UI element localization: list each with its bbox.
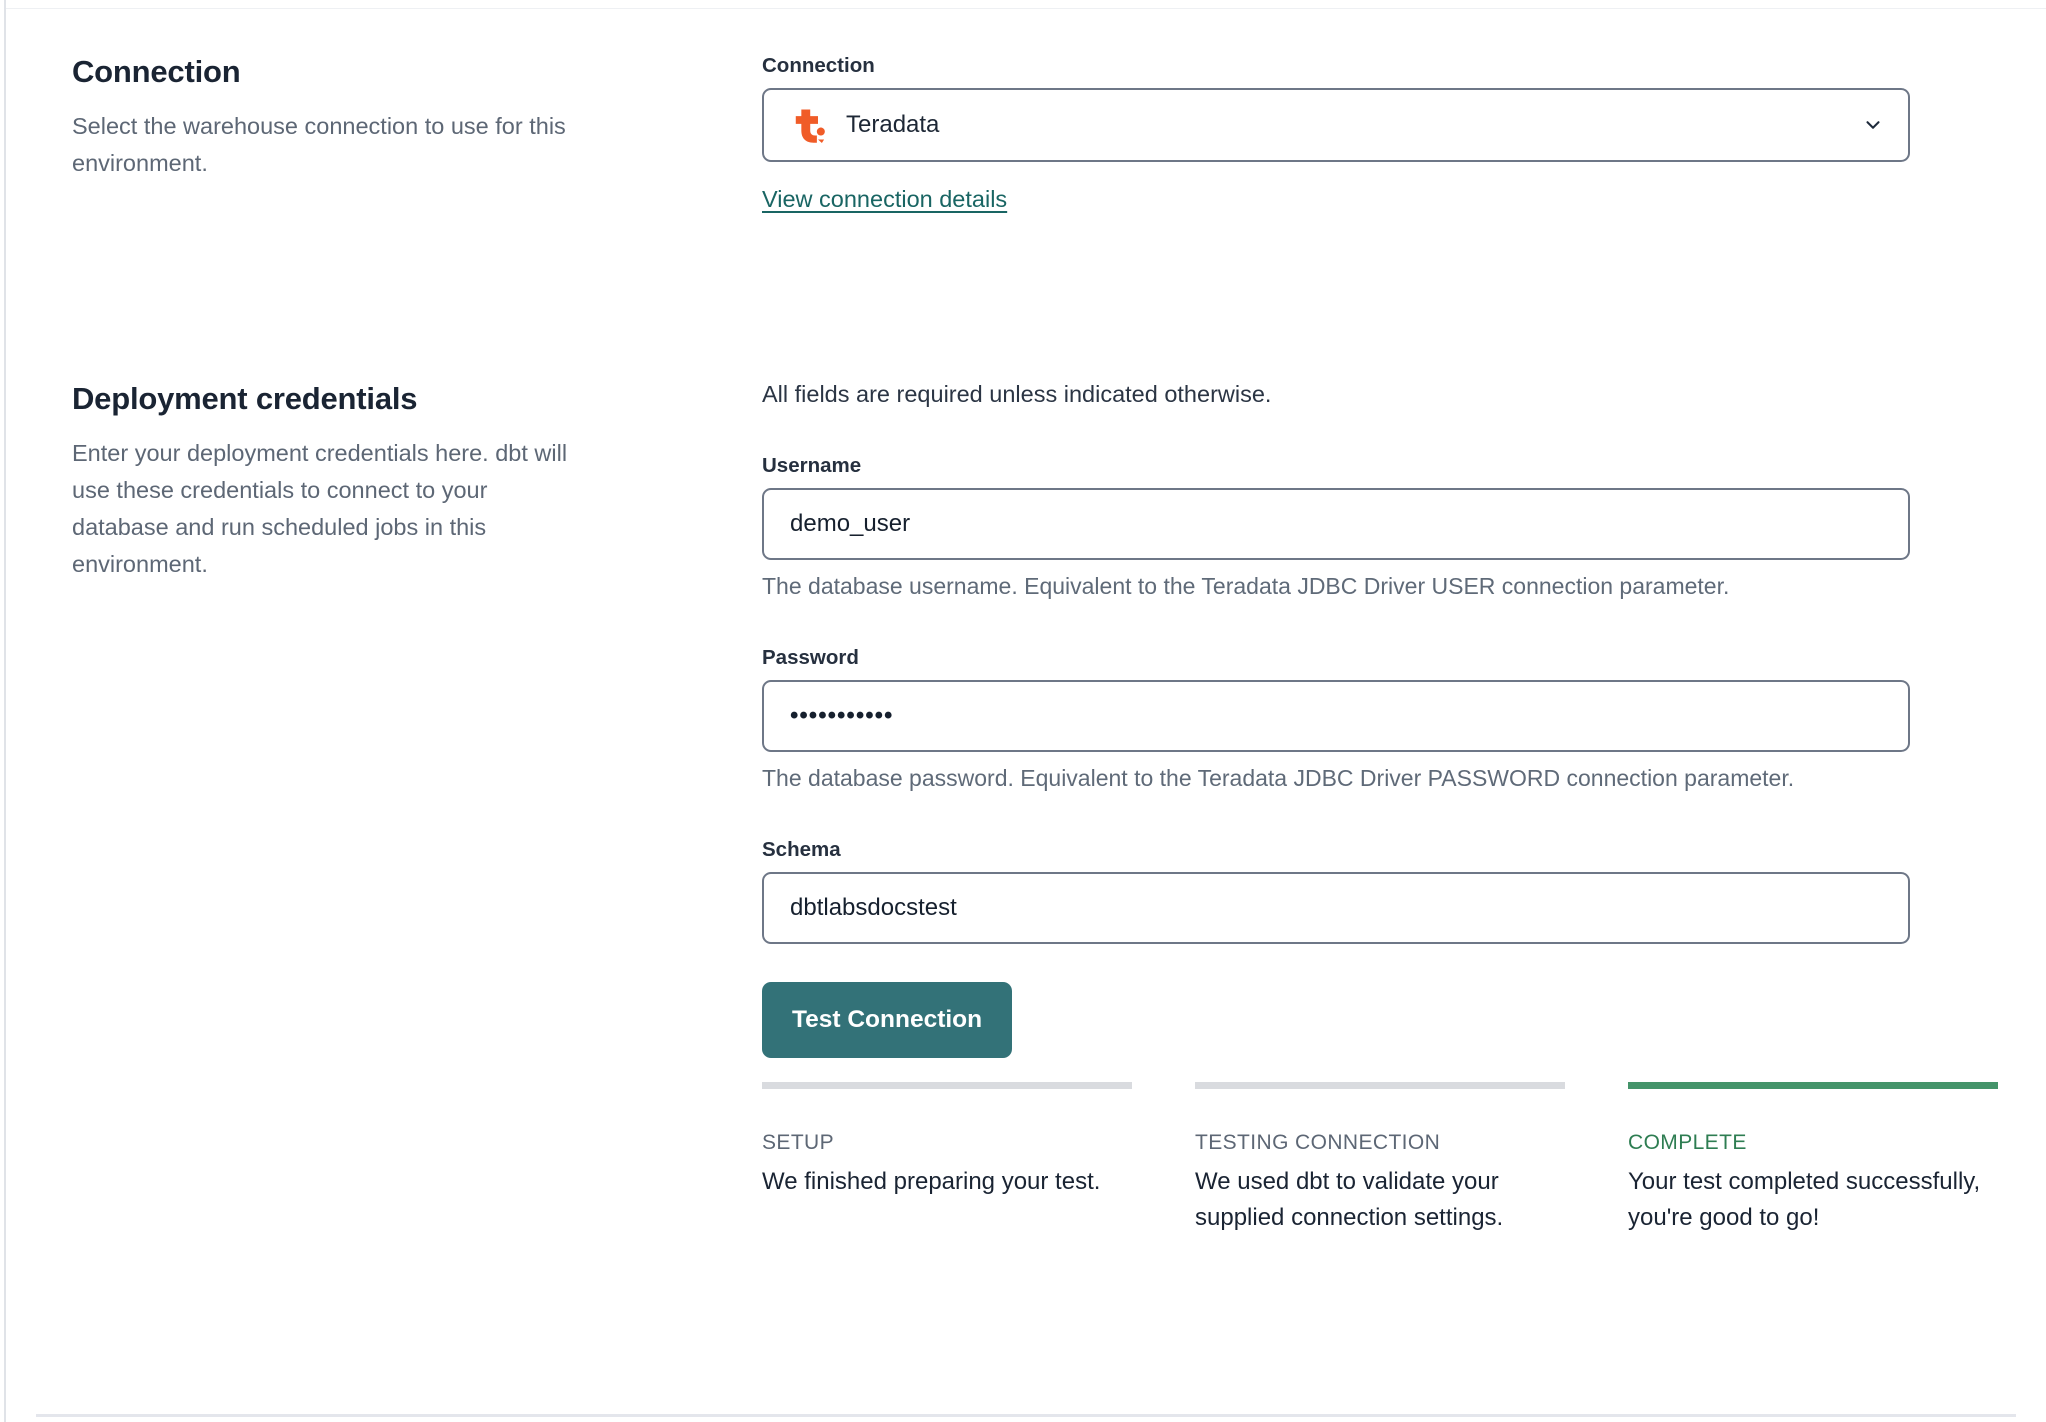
step-testing-description: We used dbt to validate your supplied connection settings. bbox=[1195, 1168, 1504, 1231]
connection-section bbox=[72, 54, 1910, 213]
step-setup-progress-bar bbox=[762, 1082, 1132, 1089]
panel-bottom-divider bbox=[36, 1414, 2016, 1417]
connection-select[interactable] bbox=[762, 88, 1910, 162]
connection-section-title: Connection bbox=[72, 54, 241, 89]
password-field-row bbox=[762, 646, 1910, 792]
environment-settings-page bbox=[72, 54, 1981, 1236]
connection-section-description: Select the warehouse connection to use for this environment. bbox=[72, 113, 566, 177]
connection-section-intro bbox=[72, 54, 690, 182]
credentials-section-description: Enter your deployment credentials here. dbt will use these credentials to connect to your database and run scheduled jobs in this environment. bbox=[72, 440, 568, 578]
connection-section-form bbox=[762, 54, 1910, 213]
username-field-row bbox=[762, 454, 1910, 600]
step-complete-progress-bar bbox=[1628, 1082, 1998, 1089]
credentials-section-title: Deployment credentials bbox=[72, 381, 418, 416]
step-complete-label: COMPLETE bbox=[1628, 1131, 1747, 1154]
username-help-text: The database username. Equivalent to the Teradata JDBC Driver USER connection parameter. bbox=[762, 573, 1730, 599]
credentials-section-intro bbox=[72, 381, 690, 584]
password-input[interactable] bbox=[762, 680, 1910, 752]
credentials-section-form bbox=[762, 381, 1981, 1236]
step-complete bbox=[1628, 1082, 1998, 1236]
step-complete-description: Your test completed successfully, you're good to go! bbox=[1628, 1168, 1981, 1231]
password-label: Password bbox=[762, 646, 859, 669]
test-connection-button[interactable]: Test Connection bbox=[762, 982, 1012, 1058]
password-help-text: The database password. Equivalent to the Teradata JDBC Driver PASSWORD connection parameter. bbox=[762, 765, 1795, 791]
required-fields-note: All fields are required unless indicated otherwise. bbox=[762, 381, 1272, 407]
chevron-down-icon bbox=[1862, 114, 1884, 136]
schema-field-row bbox=[762, 838, 1910, 944]
panel-top-divider bbox=[6, 8, 2046, 9]
view-connection-details-link[interactable]: View connection details bbox=[762, 186, 1008, 212]
step-testing-progress-bar bbox=[1195, 1082, 1565, 1089]
panel-left-border bbox=[4, 0, 6, 1422]
connection-field-label: Connection bbox=[762, 54, 875, 77]
teradata-logo-icon bbox=[788, 105, 828, 145]
step-testing-label: TESTING CONNECTION bbox=[1195, 1131, 1441, 1154]
connection-selected-value: Teradata bbox=[846, 111, 940, 138]
step-setup bbox=[762, 1082, 1132, 1236]
test-progress-steps bbox=[762, 1082, 1998, 1236]
username-label: Username bbox=[762, 454, 862, 477]
step-setup-label: SETUP bbox=[762, 1131, 835, 1154]
schema-input[interactable] bbox=[762, 872, 1910, 944]
username-input[interactable] bbox=[762, 488, 1910, 560]
step-setup-description: We finished preparing your test. bbox=[762, 1168, 1101, 1195]
deployment-credentials-section bbox=[72, 381, 1981, 1236]
step-testing-connection bbox=[1195, 1082, 1565, 1236]
schema-label: Schema bbox=[762, 838, 841, 861]
